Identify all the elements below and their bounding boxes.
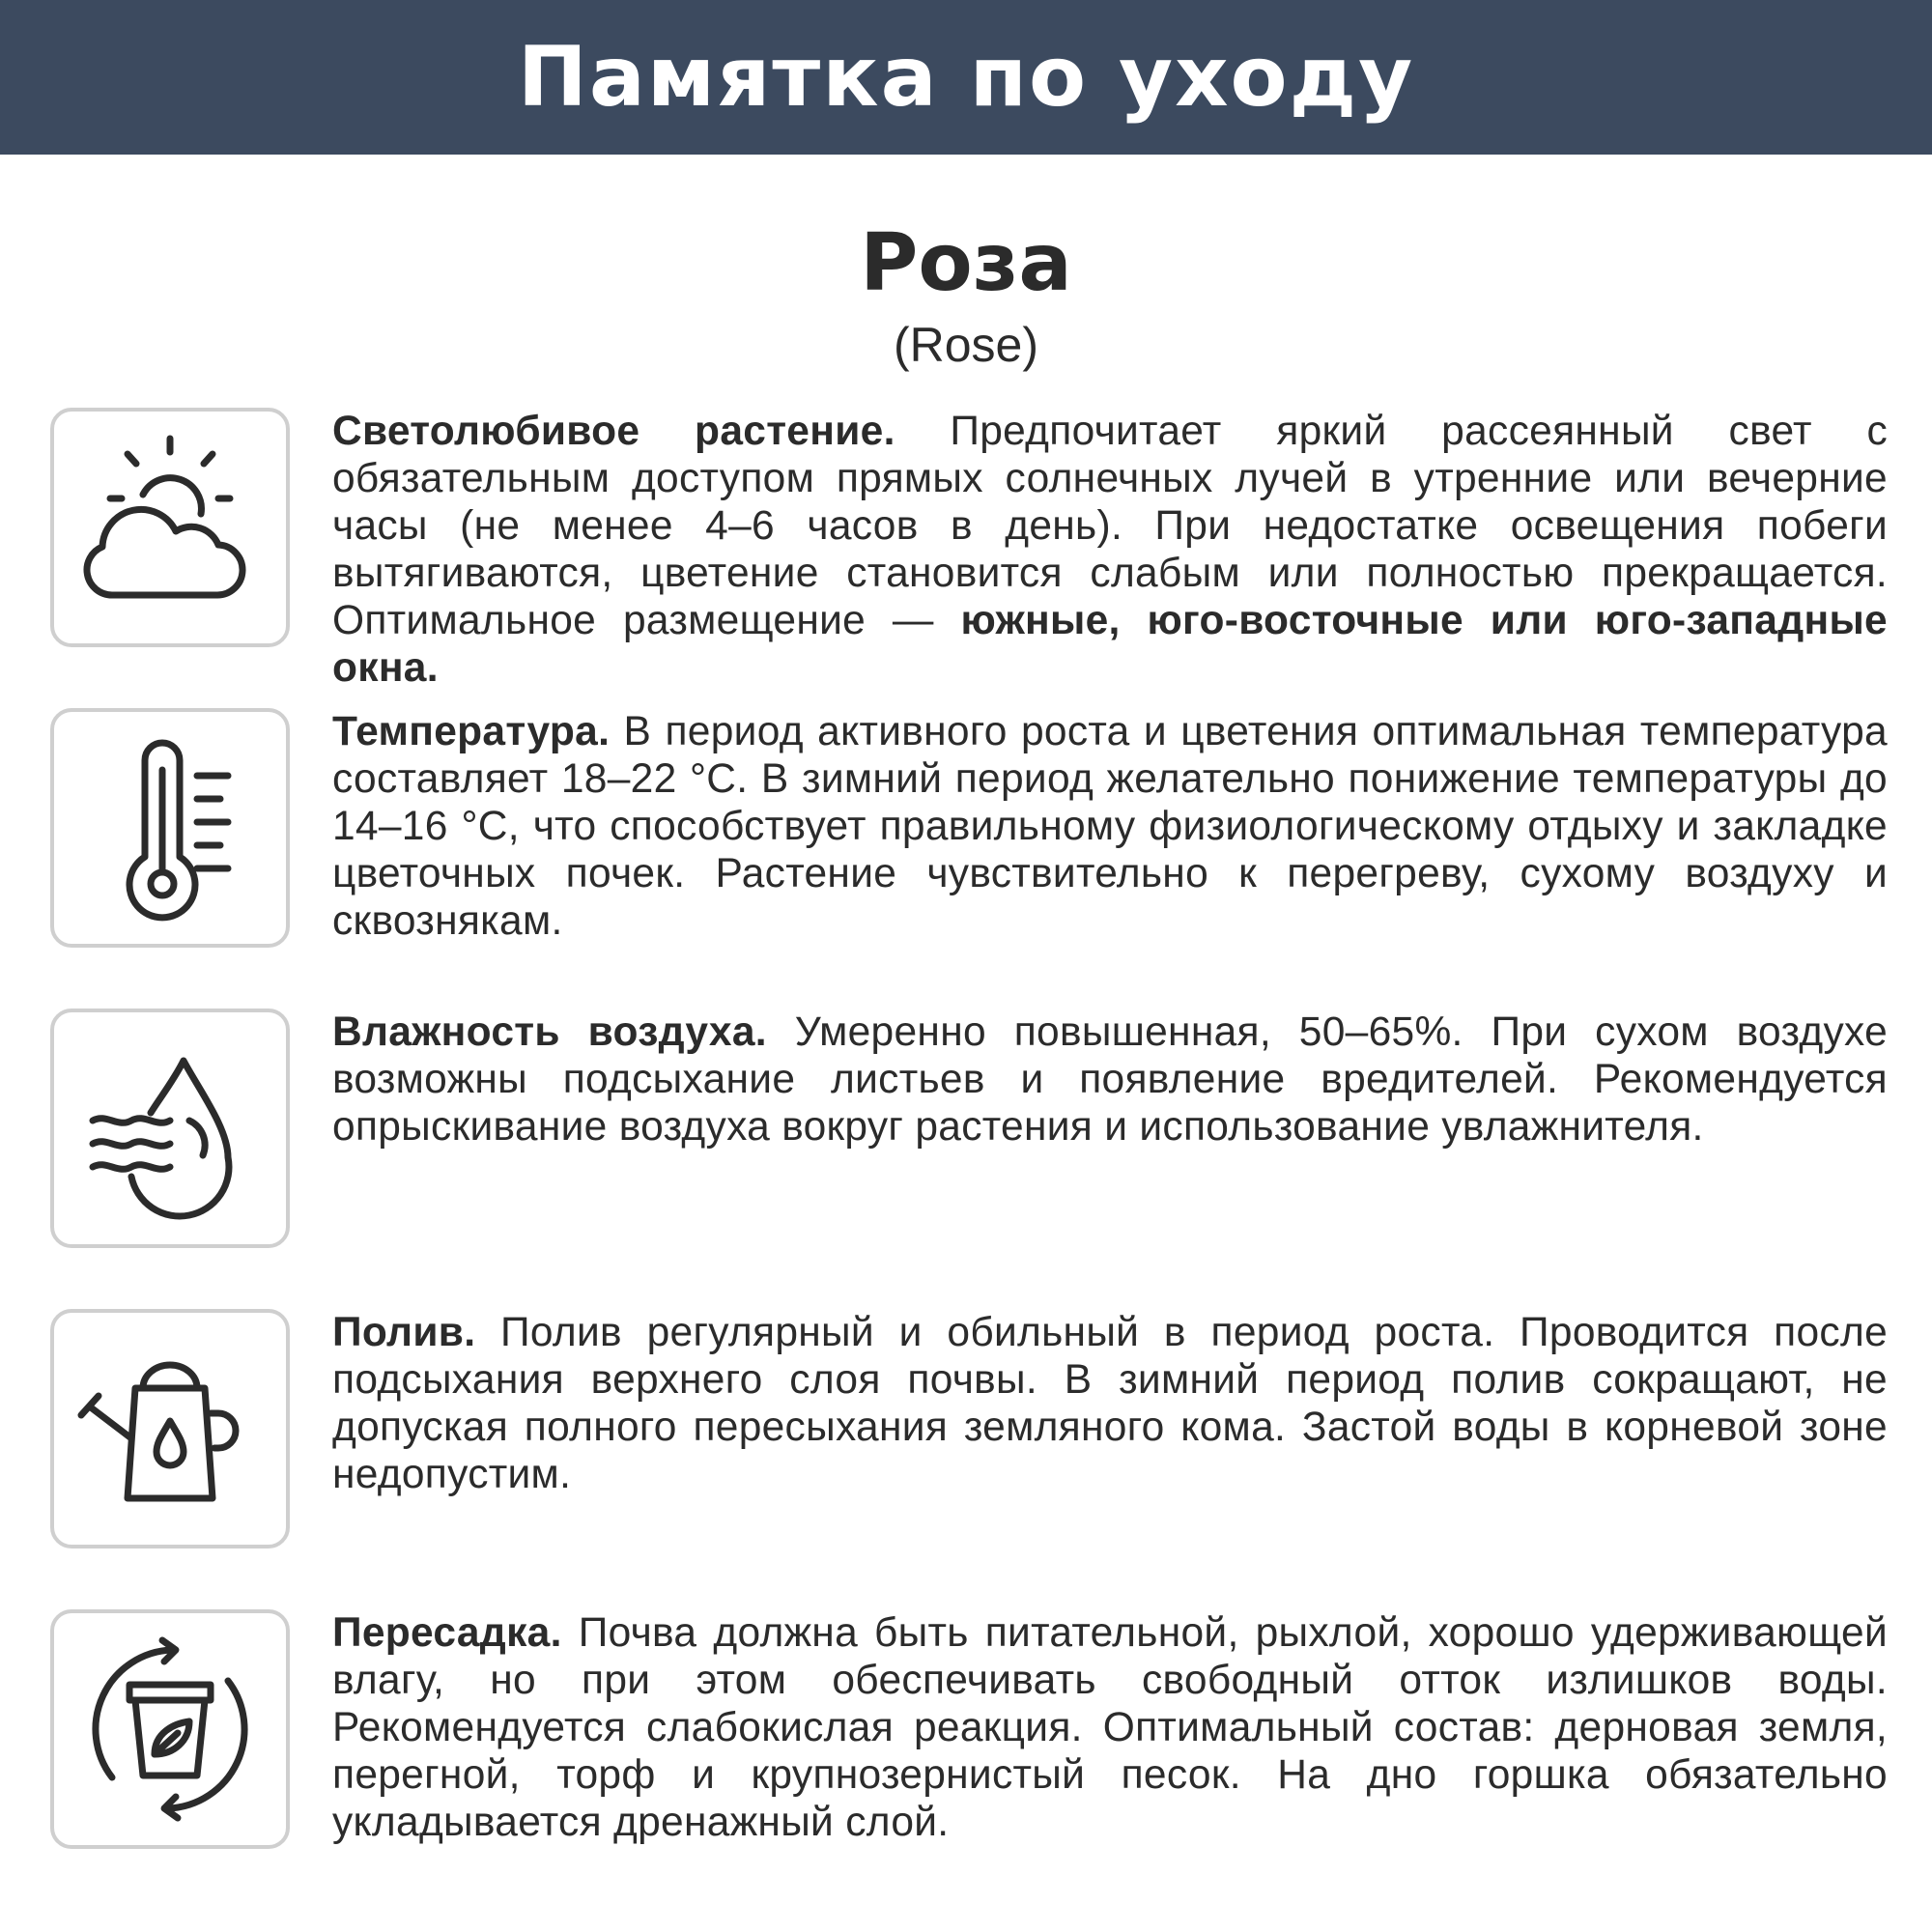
- header-banner: [0, 0, 1932, 155]
- section-title: Влажность воздуха.: [332, 1009, 767, 1055]
- page-title: Памятка по уходу: [517, 29, 1415, 126]
- icon-frame: [50, 1309, 290, 1548]
- icon-frame: [50, 408, 290, 647]
- section-text: [332, 1609, 1888, 1846]
- section-title: Температура.: [332, 709, 611, 754]
- sun-cloud-icon: [73, 431, 267, 624]
- section-body: Предпочитает яркий рассеянный свет с обязательным доступом прямых солнечных лучей в утренние или вечерние часы (не менее 4–6 часов в день). При недостатке освещения побеги вытягиваются, цветение становится слабым или полностью прекращается. Оптимальное размещение —: [332, 409, 1888, 643]
- section-text: [332, 1009, 1888, 1151]
- plant-name: Роза: [860, 217, 1072, 309]
- watering-can-icon: [73, 1332, 267, 1525]
- section-text: [332, 708, 1888, 945]
- repot-icon: [73, 1633, 267, 1826]
- section-title: Пересадка.: [332, 1610, 562, 1656]
- section-text: [332, 408, 1888, 692]
- care-section-temperature: [48, 708, 1888, 953]
- care-section-humidity: [48, 1009, 1889, 1254]
- icon-frame: [50, 1009, 290, 1248]
- plant-latin-name: (Rose): [893, 318, 1039, 372]
- section-body: В период активного роста и цветения оптимальная температура составляет 18–22 °С. В зимний период желательно понижение температуры до 14–16 °С, что способствует правильному физиологическому отдыху и закладке цветочных почек. Растение чувствительно к перегреву, сухому воздуху и сквознякам.: [332, 709, 1888, 944]
- humidity-drop-icon: [73, 1032, 267, 1225]
- section-title: Светолюбивое растение.: [332, 409, 895, 454]
- section-body: Полив регулярный и обильный в период роста. Проводится после подсыхания верхнего слоя почвы. В зимний период полив сокращают, не допуская полного пересыхания земляного кома. Застой воды в корневой зоне недопустим.: [332, 1310, 1888, 1497]
- section-bold-tail: южные, юго-восточные или юго-западные окна.: [332, 598, 1888, 691]
- icon-frame: [50, 708, 290, 948]
- section-title: Полив.: [332, 1310, 476, 1355]
- care-section-light: [48, 408, 1888, 691]
- care-section-repotting: [48, 1609, 1888, 1855]
- section-body: Умеренно повышенная, 50–65%. При сухом воздухе возможны подсыхание листьев и появление вредителей. Рекомендуется опрыскивание воздуха вокруг растения и использование увлажнителя.: [332, 1009, 1889, 1150]
- section-body: Почва должна быть питательной, рыхлой, хорошо удерживающей влагу, но при этом обеспечивать свободный отток излишков воды. Рекомендуется слабокислая реакция. Оптимальный состав: дерновая земля, перегной, торф и крупнозернистый песок. На дно горшка обязательно укладывается дренажный слой.: [332, 1610, 1888, 1845]
- thermometer-icon: [73, 731, 267, 924]
- care-section-watering: [48, 1309, 1888, 1554]
- icon-frame: [50, 1609, 290, 1849]
- section-text: [332, 1309, 1888, 1498]
